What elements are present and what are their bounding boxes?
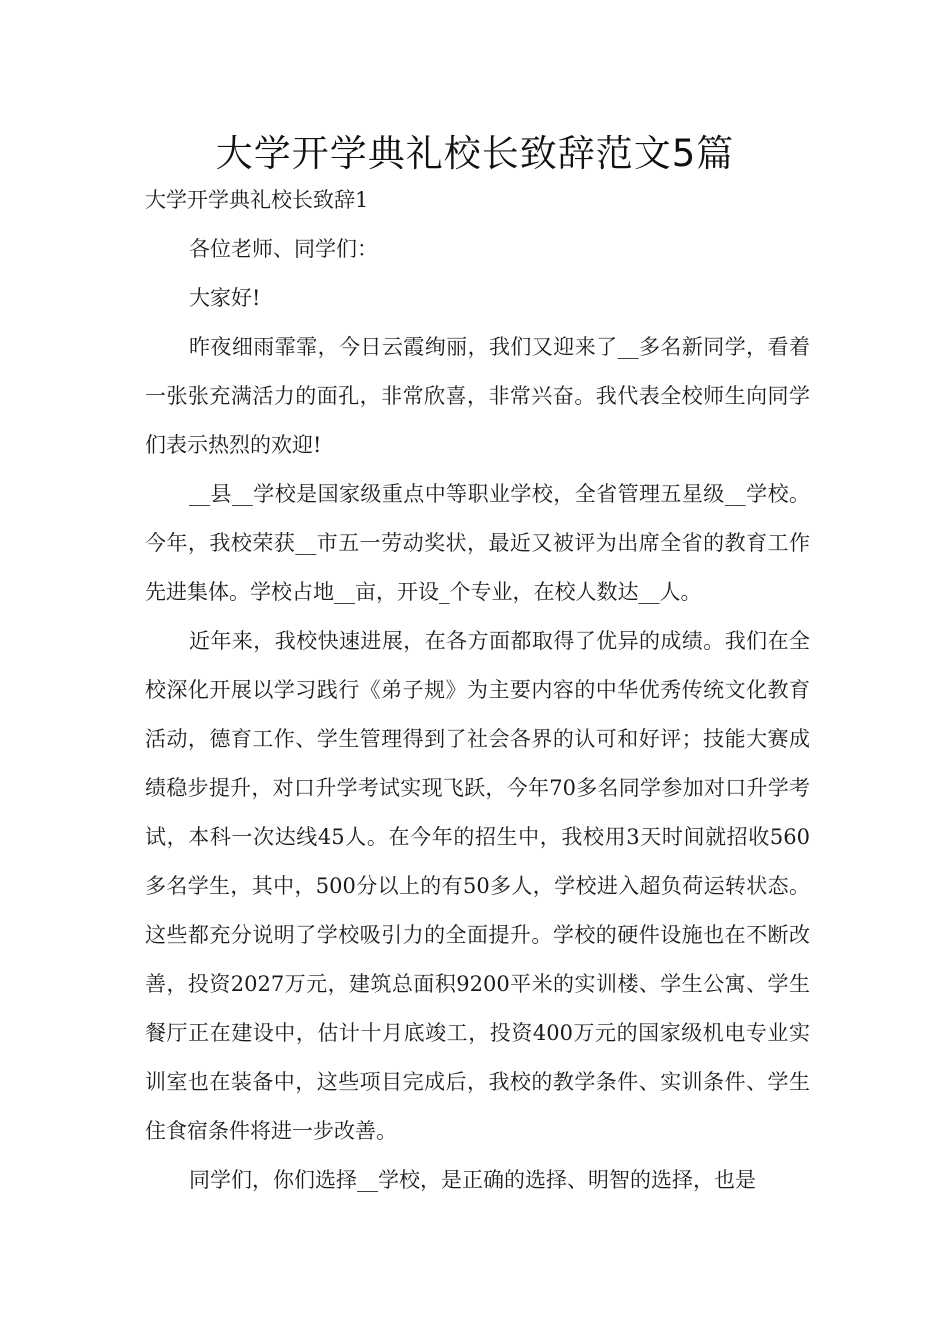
- paragraph-achievements: 近年来，我校快速进展，在各方面都取得了优异的成绩。我们在全校深化开展以学习践行《弟子规》为主要内容的中华优秀传统文化教育活动，德育工作、学生管理得到了社会各界的认可和好评；技能大赛成绩稳步提升，对口升学考试实现飞跃，今年70多名同学参加对口升学考试，本科一次达线45人。在今年的招生中，我校用3天时间就招收560多名学生，其中，500分以上的有50多人，学校进入超负荷运转状态。这些都充分说明了学校吸引力的全面提升。学校的硬件设施也在不断改善，投资2027万元，建筑总面积9200平米的实训楼、学生公寓、学生餐厅正在建设中，估计十月底竣工，投资400万元的国家级机电专业实训室也在装备中，这些项目完成后，我校的教学条件、实训条件、学生住食宿条件将进一步改善。: [145, 629, 810, 1143]
- paragraph-hello: 大家好!: [189, 286, 261, 310]
- section-heading: 大学开学典礼校长致辞1: [145, 188, 369, 212]
- paragraph-welcome: 昨夜细雨霏霏，今日云霞绚丽，我们又迎来了__多名新同学，看着一张张充满活力的面孔，非常欣喜，非常兴奋。我代表全校师生向同学们表示热烈的欢迎!: [145, 335, 810, 457]
- document-body: [145, 176, 810, 1205]
- paragraph-school-intro: __县__学校是国家级重点中等职业学校，全省管理五星级__学校。今年，我校荣获__市五一劳动奖状，最近又被评为出席全省的教育工作先进集体。学校占地__亩，开设_个专业，在校人数达__人。: [145, 482, 810, 604]
- document-title: 大学开学典礼校长致辞范文5篇: [215, 132, 735, 175]
- paragraph-choice: 同学们，你们选择__学校，是正确的选择、明智的选择，也是: [189, 1168, 756, 1192]
- paragraph-greeting: 各位老师、同学们：: [189, 237, 378, 261]
